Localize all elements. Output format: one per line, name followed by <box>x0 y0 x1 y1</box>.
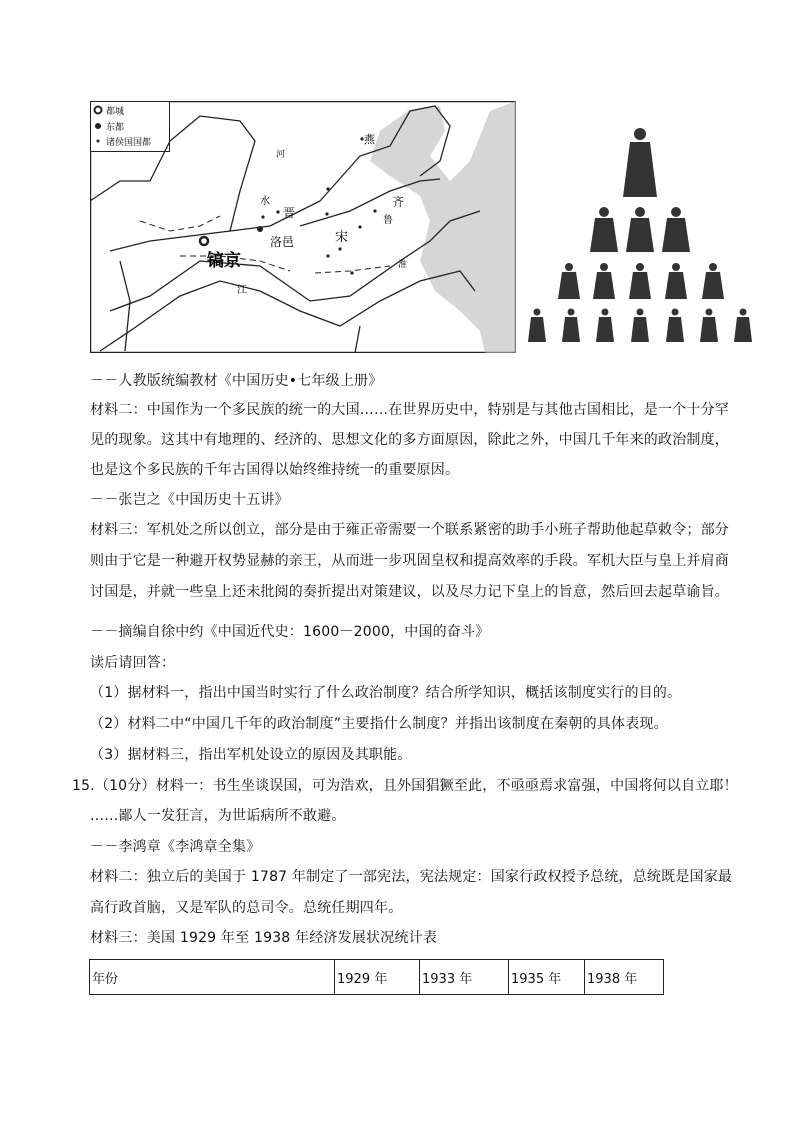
material-text: 材料三：美国 1929 年至 1938 年经济发展状况统计表 <box>90 930 438 946</box>
material-text: 材料二：独立后的美国于 1787 年制定了一部宪法，宪法规定：国家行政权授予总统，总统既是国家最 <box>90 869 733 885</box>
label-yan: 燕 <box>364 133 375 146</box>
material-text: 高行政首脑，又是军队的总司令。总统任期四年。 <box>90 900 403 916</box>
western-zhou-map <box>90 101 516 353</box>
commoner-figures <box>528 309 752 343</box>
label-shui: 水 <box>260 196 270 207</box>
question-1: （1）据材料一，指出中国当时实行了什么政治制度？结合所学知识，概括该制度实行的目的。 <box>90 685 682 701</box>
label-huai: 淮 <box>398 260 408 270</box>
material-text: 见的现象。这其中有地理的、经济的、思想文化的多方面原因，除此之外，中国几千年来的政治制度， <box>90 432 729 448</box>
prompt-text: 读后请回答： <box>90 655 176 671</box>
king-figure <box>623 128 657 197</box>
table-row <box>90 960 664 995</box>
source-citation: －－李鸿章《李鸿章全集》 <box>90 839 261 855</box>
source-citation: －－人教版统编教材《中国历史•七年级上册》 <box>90 373 383 389</box>
question-15-text: 15.（10分）材料一：书生坐谈误国，可为浩欢，且外国猖獗至此，不亟亟焉求富强，中国将何以自立耶！ <box>72 778 738 794</box>
minister-figures <box>558 263 724 299</box>
label-he: 河 <box>276 150 286 160</box>
label-song: 宋 <box>335 230 349 245</box>
label-luoyi: 洛邑 <box>270 235 295 249</box>
source-citation: －－摘编自徐中约《中国近代史：1600－2000，中国的奋斗》 <box>90 624 490 640</box>
material-text: 则由于它是一种避开权势显赫的亲王，从而进一步巩固皇权和提高效率的手段。军机大臣与皇上并肩商 <box>90 553 729 569</box>
material-text: 材料三：军机处之所以创立，部分是由于雍正帝需要一个联系紧密的助手小班子帮助他起草敕令；部分 <box>90 522 729 538</box>
economic-stats-table <box>89 959 664 995</box>
lord-figures <box>590 207 690 252</box>
source-citation: －－张岂之《中国历史十五讲》 <box>90 492 289 508</box>
table-header-cell: 1935 年 <box>509 960 585 995</box>
label-gaojing: 镐京 <box>207 251 241 271</box>
question-2: （2）材料二中“中国几千年的政治制度”主要指什么制度？并指出该制度在秦朝的具体表现。 <box>90 716 668 732</box>
material-text: 也是这个多民族的千年古国得以始终维持统一的重要原因。 <box>90 462 460 478</box>
table-header-cell: 1938 年 <box>585 960 664 995</box>
legend-vassal-capital: 诸侯国国都 <box>106 138 152 148</box>
label-jiang: 江 <box>237 285 247 296</box>
legend-east-capital: 东都 <box>106 123 125 133</box>
material-text: 讨国是，并就一些皇上还未批阅的奏折提出对策建议，以及尽力记下皇上的旨意，然后回去起草谕旨。 <box>90 584 729 600</box>
material-text: 材料二：中国作为一个多民族的统一的大国……在世界历史中，特别是与其他古国相比，是一个十分罕 <box>90 402 729 418</box>
feudal-hierarchy-figures <box>525 122 757 348</box>
legend-capital: 都城 <box>106 107 125 117</box>
material-text: ……鄙人一发狂言，为世诟病所不敢避。 <box>90 808 346 824</box>
question-3: （3）据材料三，指出军机处设立的原因及其职能。 <box>90 747 412 763</box>
label-jin: 晋 <box>283 206 296 220</box>
label-qi: 齐 <box>392 195 405 209</box>
table-header-cell: 1929 年 <box>335 960 420 995</box>
label-lu: 鲁 <box>383 215 393 226</box>
table-header-cell: 1933 年 <box>420 960 509 995</box>
table-header-cell: 年份 <box>90 960 335 995</box>
